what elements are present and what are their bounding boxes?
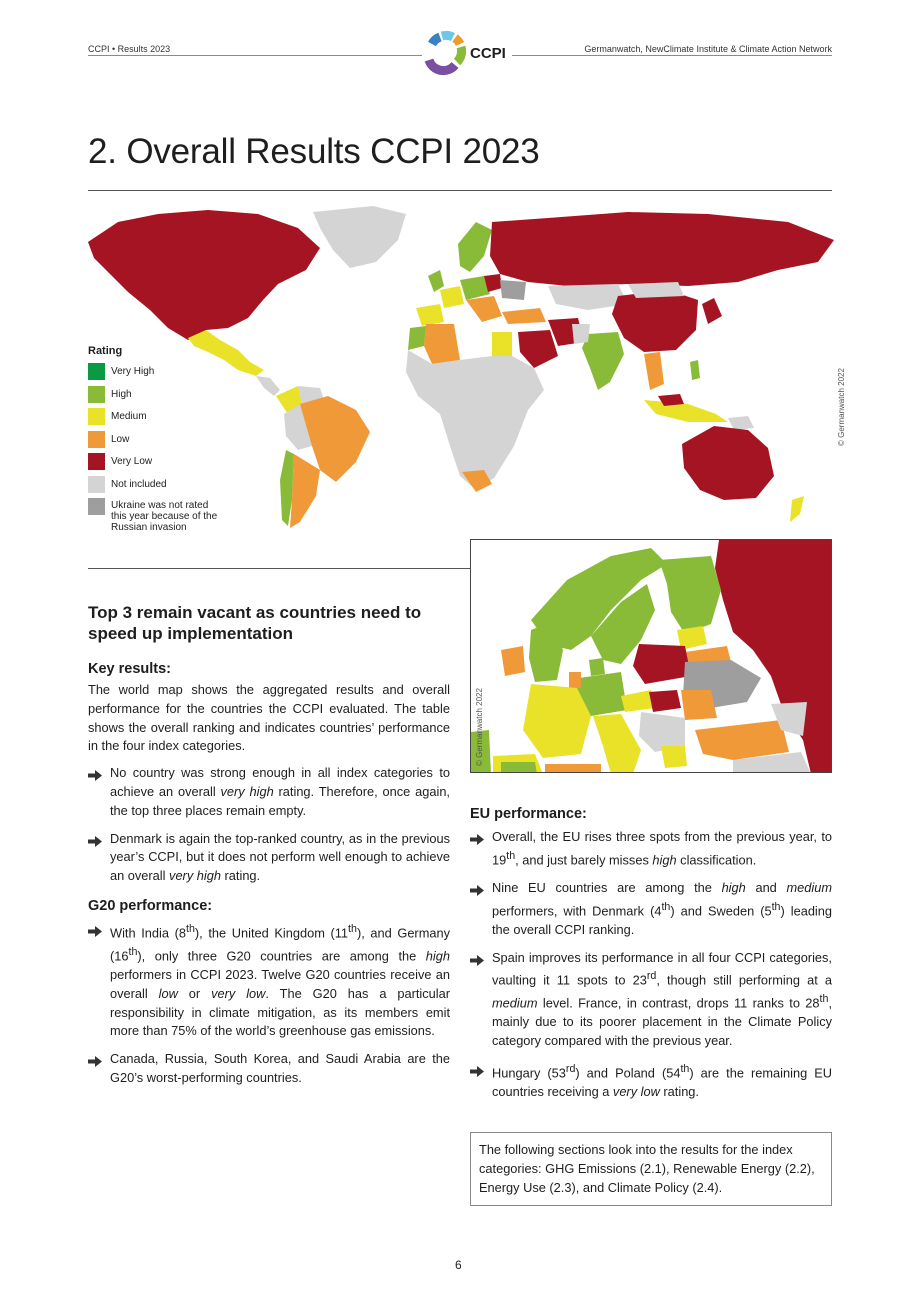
map-greenland xyxy=(313,206,406,268)
map-egypt xyxy=(492,332,512,356)
note-box: The following sections look into the results for the index categories: GHG Emissions (2.1), Renewable Energy (2.2), Energy Use (2.3), and Climate Policy (2.4). xyxy=(470,1132,832,1206)
legend-swatch xyxy=(88,363,105,380)
header-left: CCPI • Results 2023 xyxy=(88,44,171,54)
map-poland-inset xyxy=(633,644,691,684)
legend-swatch xyxy=(88,386,105,403)
copyright-europe-map: © Germanwatch 2022 xyxy=(475,688,484,766)
map-indonesia xyxy=(644,400,728,422)
arrow-right-icon xyxy=(88,834,102,853)
map-uk xyxy=(428,270,444,292)
map-philippines xyxy=(690,360,700,380)
header-rule-left xyxy=(88,55,422,56)
arrow-right-icon xyxy=(88,1054,102,1073)
right-column xyxy=(470,806,832,1111)
legend-swatch xyxy=(88,476,105,493)
header-rule-right xyxy=(512,55,832,56)
map-scandinavia xyxy=(458,222,492,272)
map-australia xyxy=(682,426,774,500)
map-central-america xyxy=(256,376,280,396)
map-legend xyxy=(88,363,221,538)
map-mongolia xyxy=(628,282,684,298)
legend-label: Not included xyxy=(111,478,167,490)
key-results-list xyxy=(88,764,450,886)
copyright-world-map: © Germanwatch 2022 xyxy=(837,368,846,446)
map-saudi-arabia xyxy=(518,330,558,368)
section-rule xyxy=(88,568,470,569)
legend-label: Very Low xyxy=(111,456,153,467)
list-item: Overall, the EU rises three spots from the previous year, to 19th, and just barely misses high classification. xyxy=(470,828,832,870)
map-greece xyxy=(661,746,687,768)
legend-label: Very High xyxy=(111,366,155,377)
g20-list xyxy=(88,920,450,1088)
map-benelux xyxy=(569,672,581,688)
legend-title: Rating xyxy=(88,345,123,357)
map-finland xyxy=(659,556,721,634)
legend-swatch xyxy=(88,431,105,448)
section-heading: Top 3 remain vacant as countries need to speed up implementation xyxy=(88,603,422,643)
legend-label: Ukraine was not rated this year because of the Russian invasion xyxy=(111,500,218,533)
ccpi-logo-text: CCPI xyxy=(470,45,506,62)
map-russia xyxy=(490,212,834,286)
page-number: 6 xyxy=(455,1258,462,1272)
header-right: Germanwatch, NewClimate Institute & Climate Action Network xyxy=(584,44,832,54)
europe-map-inset xyxy=(470,539,832,773)
map-africa-rest xyxy=(406,350,544,490)
map-france xyxy=(440,286,464,308)
ccpi-logo-icon xyxy=(420,28,470,80)
arrow-right-icon xyxy=(88,924,102,943)
map-thailand-vietnam xyxy=(644,352,664,390)
legend-swatch xyxy=(88,408,105,425)
map-italy-balkans xyxy=(466,296,502,322)
arrow-right-icon xyxy=(470,832,484,851)
list-item: Hungary (53rd) and Poland (54th) are the remaining EU countries receiving a very low rating. xyxy=(470,1060,832,1102)
legend-item-high xyxy=(88,386,221,409)
map-pakistan xyxy=(572,324,590,344)
list-item: Nine EU countries are among the high and medium performers, with Denmark (4th) and Sweden (5th) leading the overall CCPI ranking. xyxy=(470,879,832,940)
legend-swatch xyxy=(88,453,105,470)
legend-label: Low xyxy=(111,433,130,445)
legend-item-medium xyxy=(88,408,221,431)
map-denmark xyxy=(589,658,605,676)
list-item: Canada, Russia, South Korea, and Saudi Arabia are the G20’s worst-performing countries. xyxy=(88,1050,450,1088)
legend-item-ukraine xyxy=(88,498,221,538)
legend-label: High xyxy=(111,388,132,400)
map-morocco-inset xyxy=(501,762,537,773)
map-new-zealand xyxy=(790,496,804,522)
map-ukraine xyxy=(500,280,526,300)
europe-map xyxy=(471,540,832,773)
map-iberia xyxy=(416,304,444,326)
g20-heading: G20 performance: xyxy=(88,897,213,914)
legend-swatch xyxy=(88,498,105,515)
map-turkey xyxy=(502,308,546,324)
title-rule xyxy=(88,190,832,191)
key-results-heading: Key results: xyxy=(88,661,172,677)
list-item: No country was strong enough in all index categories to achieve an overall very high rating. Therefore, once again, the top three places remain empty. xyxy=(88,764,450,820)
legend-item-very-low xyxy=(88,453,221,476)
map-ireland xyxy=(501,646,525,676)
map-hungary xyxy=(649,690,681,712)
arrow-right-icon xyxy=(470,883,484,902)
arrow-right-icon xyxy=(88,768,102,787)
eu-list xyxy=(470,828,832,1102)
legend-item-very-high xyxy=(88,363,221,386)
list-item: With India (8th), the United Kingdom (11th), and Germany (16th), only three G20 countries are among the high performers in CCPI 2023. Twelve G20 countries receive an overall low or very low. The G20 has a particular responsibility in climate mitigation, as its members emit more than 75% of the world’s greenhouse gas emissions. xyxy=(88,920,450,1041)
map-algeria xyxy=(424,324,460,364)
arrow-right-icon xyxy=(470,1064,484,1083)
map-turkey-inset xyxy=(695,720,789,760)
legend-item-not-included xyxy=(88,476,221,499)
list-item: Denmark is again the top-ranked country, as in the previous year’s CCPI, but it does not perform well enough to achieve an overall very high rating. xyxy=(88,830,450,886)
arrow-right-icon xyxy=(470,953,484,972)
list-item: Spain improves its performance in all four CCPI categories, vaulting it 11 spots to 23rd, though still performing at a medium level. France, in contrast, drops 11 ranks to 28th, mainly due to its poorer placement in the Climate Policy category compared with the previous year. xyxy=(470,949,832,1052)
map-romania xyxy=(681,690,717,720)
map-north-america xyxy=(88,210,320,340)
page-title: 2. Overall Results CCPI 2023 xyxy=(88,132,540,171)
left-column xyxy=(88,602,450,1097)
legend-item-low xyxy=(88,431,221,454)
map-india xyxy=(582,332,624,390)
eu-heading: EU performance: xyxy=(470,806,587,822)
key-results-text: The world map shows the aggregated results and overall performance for the countries the CCPI evaluated. The table shows the overall ranking and indicates countries’ performance in the four index categories. xyxy=(88,682,450,754)
map-png xyxy=(728,416,754,430)
map-china xyxy=(612,290,698,352)
map-korea-japan xyxy=(702,298,722,324)
map-algeria-inset xyxy=(545,764,601,773)
legend-label: Medium xyxy=(111,411,147,422)
map-morocco xyxy=(408,326,426,350)
map-argentina xyxy=(290,454,320,528)
